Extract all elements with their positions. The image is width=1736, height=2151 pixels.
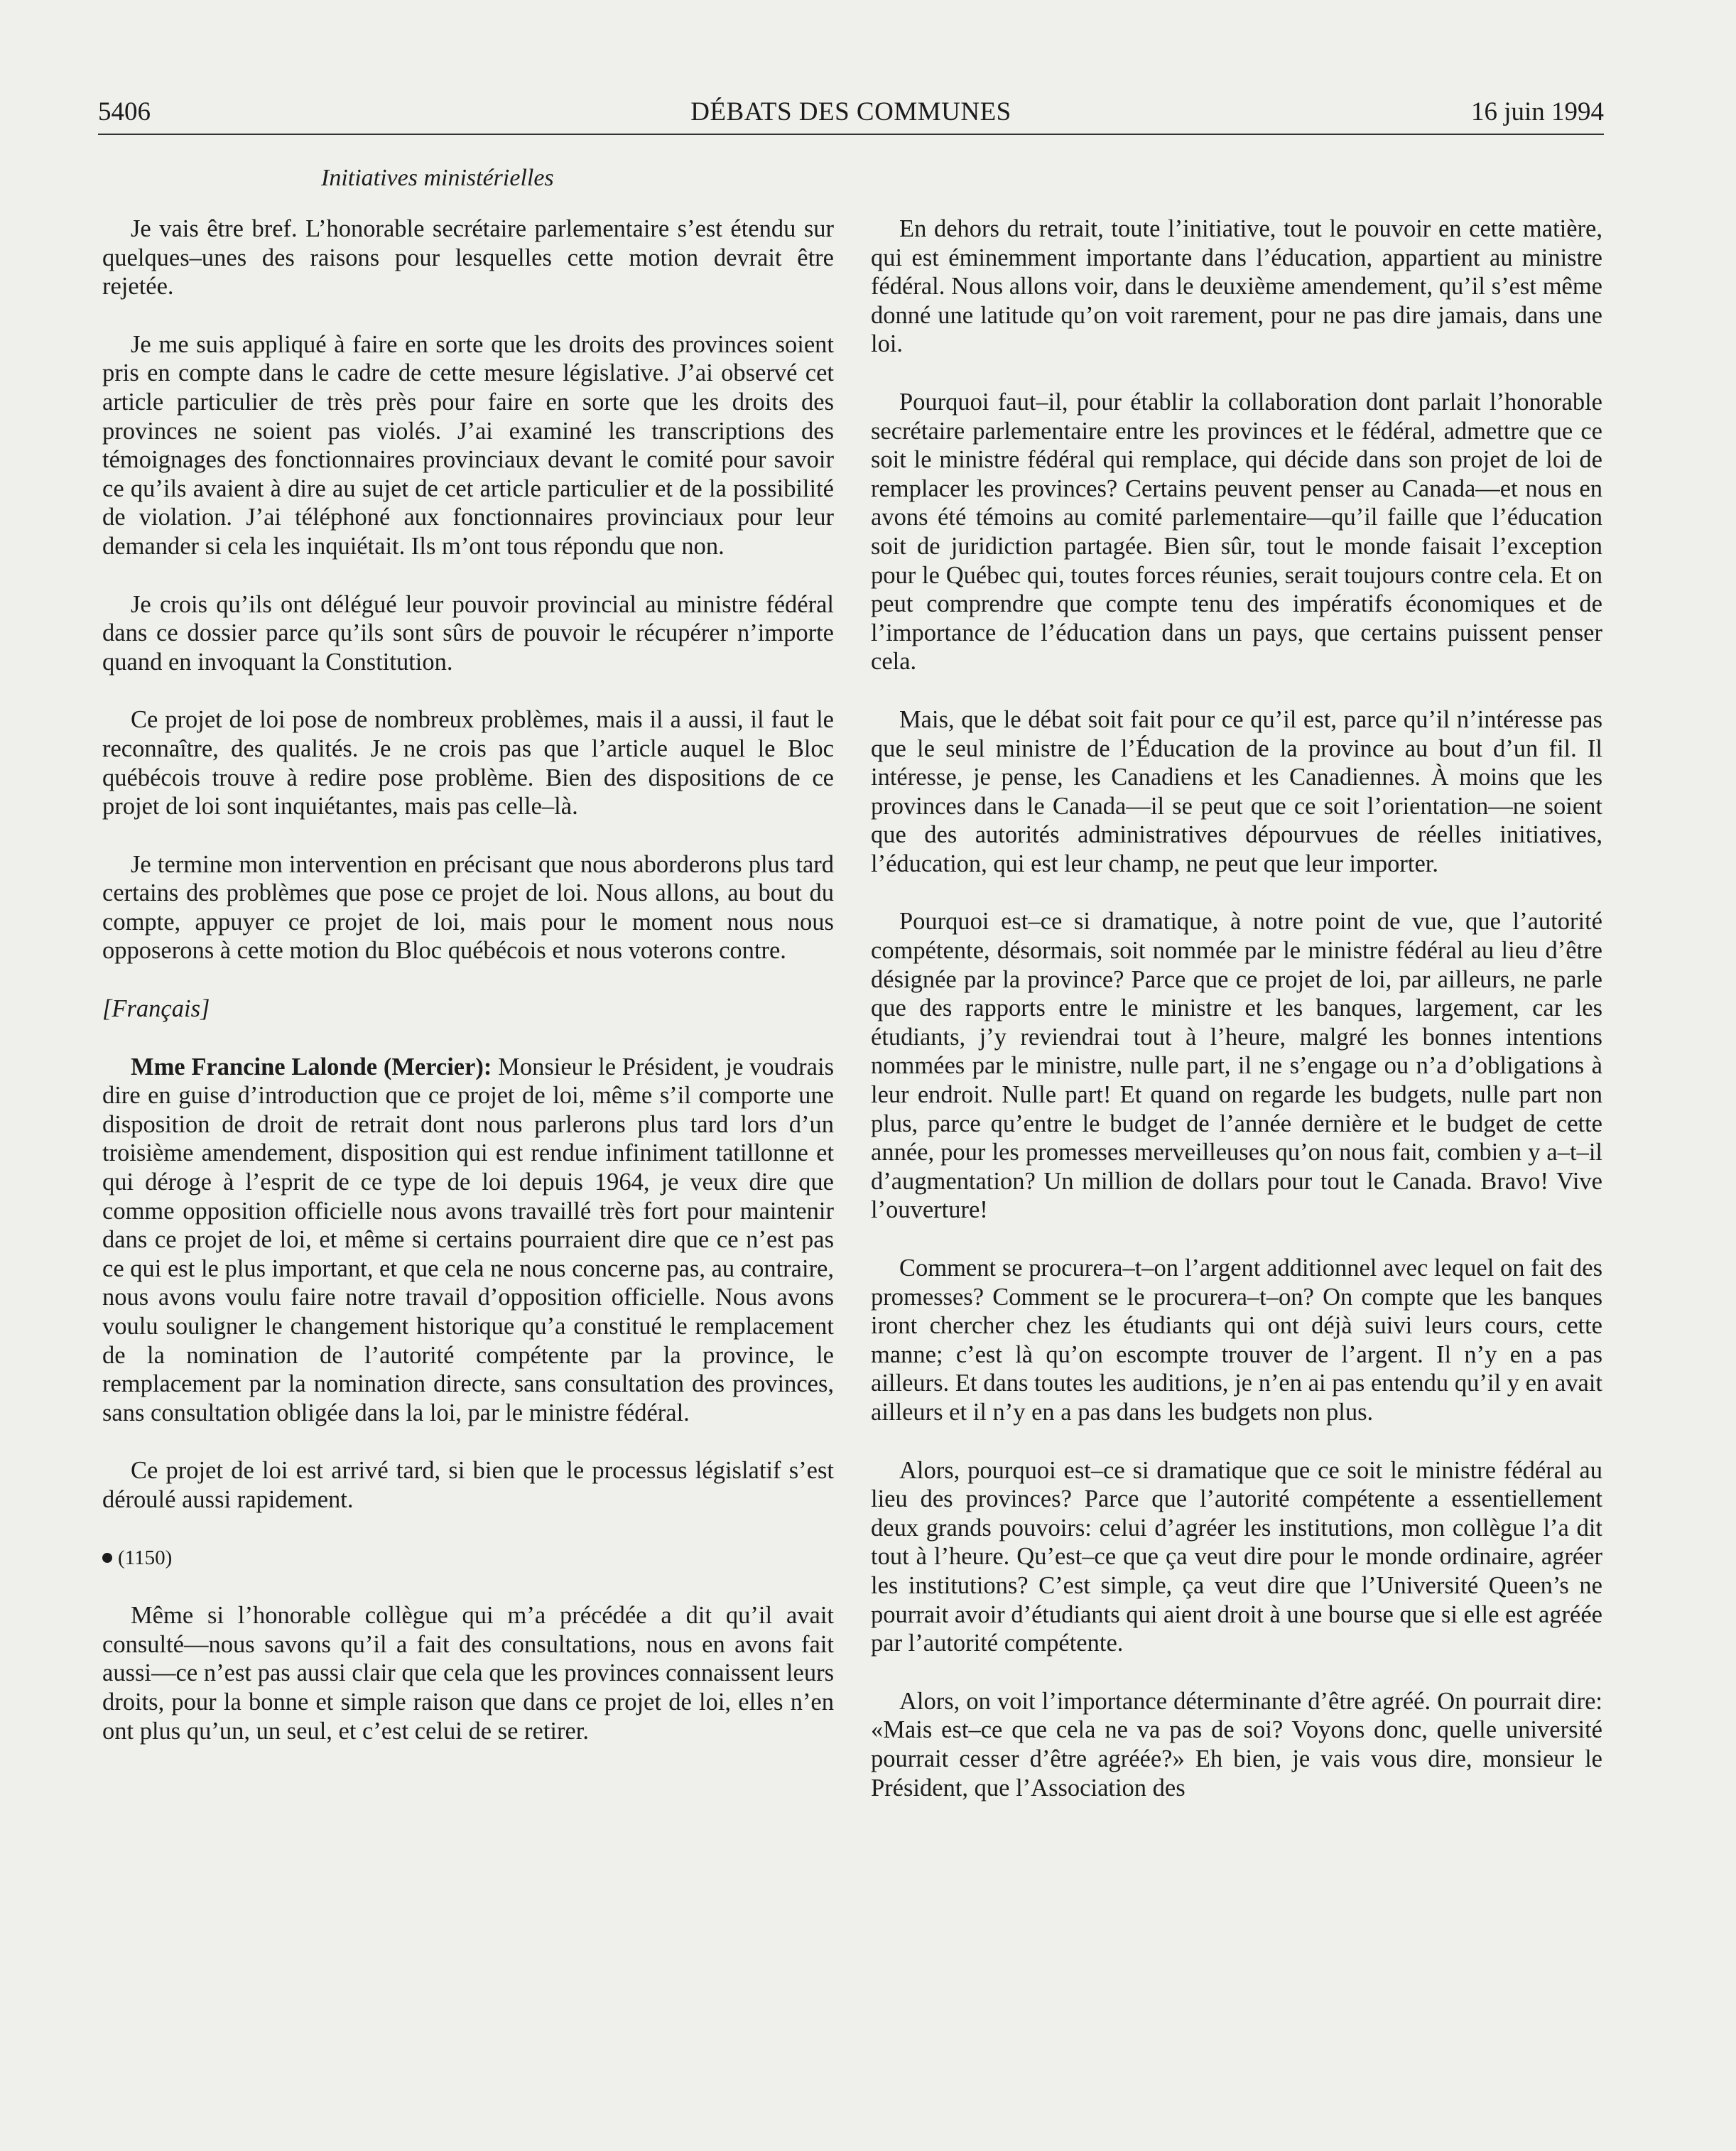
language-tag: [Français] <box>102 995 210 1023</box>
paragraph: Même si l’honorable collègue qui m’a précédée a dit qu’il avait consulté—nous savons qu’il a fait des consultations, nous en avons fait aussi—ce n’est pas aussi clair que cela que les provinces connaissent leurs droits, pour la bonne et simple raison que dans ce projet de loi, elles n’en ont plus qu’un, un seul, et c’est celui de se retirer. <box>102 1602 834 1745</box>
paragraph: Ce projet de loi est arrivé tard, si bien que le processus législatif s’est déroulé aussi rapidement. <box>102 1457 834 1513</box>
paragraph: Ce projet de loi pose de nombreux problèmes, mais il a aussi, il faut le reconnaître, des qualités. Je ne crois pas que l’article auquel le Bloc québécois trouve à redire pose problème. Bien des dispositions de ce projet de loi sont inquiétantes, mais pas celle–là. <box>102 706 834 820</box>
page-number: 5406 <box>98 97 151 126</box>
speech-text: Monsieur le Président, je voudrais dire en guise d’introduction que ce projet de loi, même s’il comporte une disposition de droit de retrait dont nous parlerons plus tard lors d’un troisième amendement, disposition qui est rendue infiniment tatillonne et qui déroge à l’esprit de ce type de loi depuis 1964, je veux dire que comme opposition officielle nous avons travaillé très fort pour maintenir dans ce projet de loi, et même si certains pourraient dire que ce n’est pas ce qui est le plus important, et que cela ne nous concerne pas, au contraire, nous avons voulu faire notre travail d’opposition officielle. Nous avons voulu souligner le changement historique qu’a constitué le remplacement de la nomination de l’autorité compétente par la province, le remplacement par la nomination directe, sans consultation des provinces, sans consultation obligée dans la loi, par le ministre fédéral. <box>102 1053 834 1426</box>
paragraph: Mais, que le débat soit fait pour ce qu’il est, parce qu’il n’intéresse pas que le seul ministre de l’Éducation de la province au bout d’un fil. Il intéresse, je pense, les Canadiens et les Canadiennes. À moins que les provinces dans le Canada—il se peut que ce soit l’orientation—ne soient que des autorités administratives dépourvues de réelles initiatives, l’éducation, qui est leur champ, ne peut que leur importer. <box>871 705 1602 877</box>
paragraph: Je termine mon intervention en précisant que nous aborderons plus tard certains des problèmes que pose ce projet de loi. Nous allons, au bout du compte, appuyer ce projet de loi, mais pour le moment nous nous opposerons à cette motion du Bloc québécois et nous voterons contre. <box>102 850 834 965</box>
time-marker <box>102 1544 834 1573</box>
paragraph: Je crois qu’ils ont délégué leur pouvoir provincial au ministre fédéral dans ce dossier parce qu’ils sont sûrs de pouvoir le récupérer n’importe quand en invoquant la Constitution. <box>102 590 834 676</box>
speaker-paragraph <box>102 1053 834 1428</box>
left-column <box>102 215 834 1775</box>
time-marker-text: (1150) <box>118 1546 173 1569</box>
page-header <box>98 91 1604 135</box>
paragraph: Alors, on voit l’importance déterminante d’être agréé. On pourrait dire: «Mais est–ce que cela ne va pas de soi? Voyons donc, quelle université pourrait cesser d’être agréée?» Eh bien, je vais vous dire, monsieur le Président, que l’Association des <box>871 1687 1602 1801</box>
paragraph: En dehors du retrait, toute l’initiative, tout le pouvoir en cette matière, qui est éminemment importante dans l’éducation, appartient au ministre fédéral. Nous allons voir, dans le deuxième amendement, qu’il s’est même donné une latitude qu’on voit rarement, pour ne pas dire jamais, dans une loi. <box>871 215 1602 358</box>
paragraph: Alors, pourquoi est–ce si dramatique que ce soit le ministre fédéral au lieu des provinces? Parce que l’autorité compétente a essentiellement deux grands pouvoirs: celui d’agréer les institutions, mon collègue l’a dit tout à l’heure. Qu’est–ce que ça veut dire pour le monde ordinaire, agréer les institutions? C’est simple, ça veut dire que l’Université Queen’s ne pourrait avoir d’étudiants qui aient droit à une bourse que si elle est agréée par l’autorité compétente. <box>871 1456 1602 1657</box>
paragraph: Je vais être bref. L’honorable secrétaire parlementaire s’est étendu sur quelques–unes des raisons pour lesquelles cette motion devrait être rejetée. <box>102 215 834 300</box>
publication-date: 16 juin 1994 <box>1470 97 1604 126</box>
section-title: Initiatives ministérielles <box>321 165 554 191</box>
speaker-name: Mme Francine Lalonde (Mercier): <box>131 1053 492 1080</box>
paragraph: Je me suis appliqué à faire en sorte que les droits des provinces soient pris en compte dans le cadre de cette mesure législative. J’ai observé cet article particulier de très près pour faire en sorte que les droits des provinces ne soient pas violés. J’ai examiné les transcriptions des témoignages des fonctionnaires provinciaux devant le comité pour savoir ce qu’ils avaient à dire au sujet de cet article particulier et de la possibilité de violation. J’ai téléphoné aux fonctionnaires provinciaux pour leur demander si cela les inquiétait. Ils m’ont tous répondu que non. <box>102 330 834 560</box>
paragraph: Pourquoi est–ce si dramatique, à notre point de vue, que l’autorité compétente, désormais, soit nommée par le ministre fédéral au lieu d’être désignée par la province? Parce que ce projet de loi, par ailleurs, ne parle que des rapports entre le ministre et les banques, largement, car les étudiants, j’y reviendrai tout à l’heure, malgré les bonnes intentions nommées par le ministre, nulle part, il ne s’engage ou n’a d’obligations à leur endroit. Nulle part! Et quand on regarde les budgets, nulle part non plus, parce qu’entre le budget de l’année dernière et le budget de cette année, pour les promesses merveilleuses qu’on nous fait, combien y a–t–il d’augmentation? Un million de dollars pour tout le Canada. Bravo! Vive l’ouverture! <box>871 908 1602 1224</box>
right-column <box>871 215 1602 1831</box>
bullet-icon <box>102 1553 112 1563</box>
paragraph: Pourquoi faut–il, pour établir la collaboration dont parlait l’honorable secrétaire parlementaire entre les provinces et le fédéral, admettre que ce soit le ministre fédéral qui remplace, qui décide dans son projet de loi de remplacer les provinces? Certains peuvent penser au Canada—et nous en avons été témoins au comité parlementaire—qu’il faille que l’éducation soit de juridiction partagée. Bien sûr, tout le monde faisait l’exception pour le Québec qui, toutes forces réunies, serait toujours contre cela. Et on peut comprendre que compte tenu des impératifs économiques et de l’importance de l’éducation dans un pays, que certains puissent penser cela. <box>871 388 1602 676</box>
publication-title: DÉBATS DES COMMUNES <box>690 97 1011 126</box>
paragraph: Comment se procurera–t–on l’argent additionnel avec lequel on fait des promesses? Comment se le procurera–t–on? On compte que les banques iront chercher chez les étudiants qui ont déjà suivi leurs cours, cette manne; c’est là qu’on escompte trouver de l’argent. Il n’y en a pas ailleurs. Et dans toutes les auditions, je n’en ai pas entendu qu’il y en avait ailleurs et il n’y en a pas dans les budgets non plus. <box>871 1255 1602 1426</box>
